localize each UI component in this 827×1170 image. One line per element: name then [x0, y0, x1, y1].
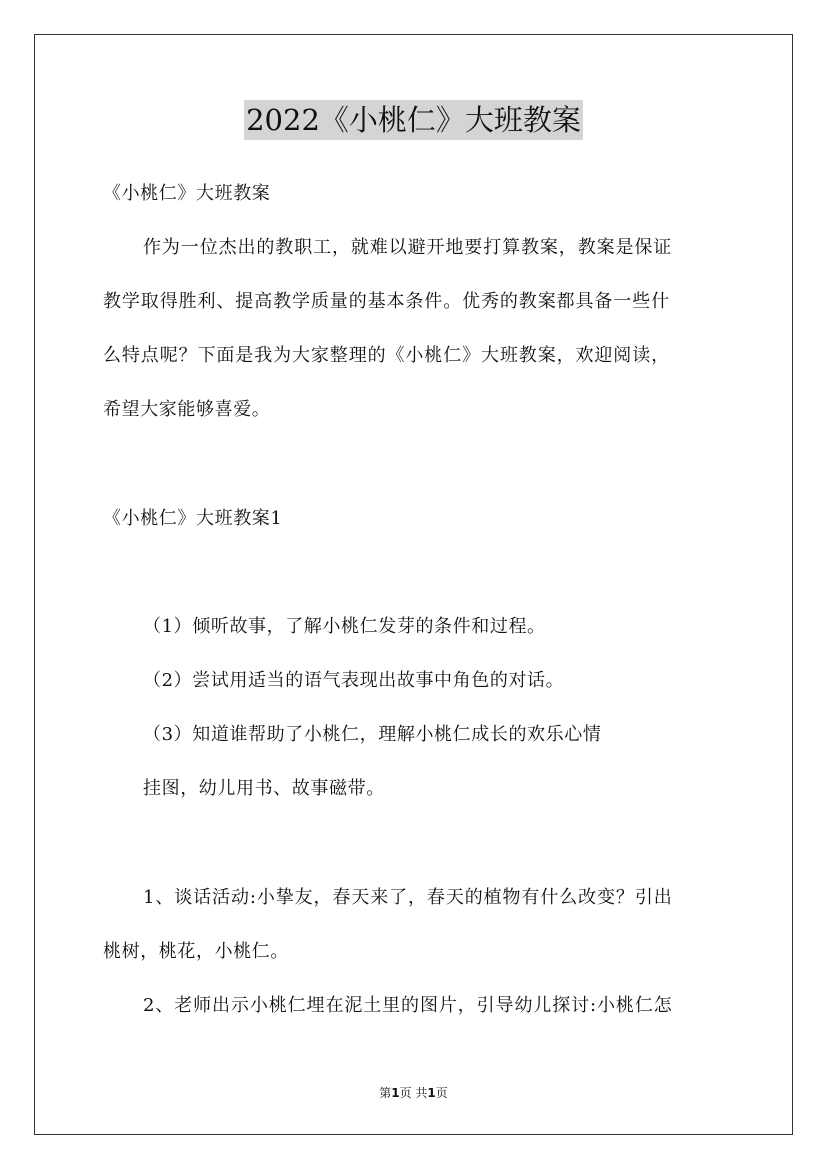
goal-item-2: （2）尝试用适当的语气表现出故事中角色的对话。: [143, 670, 565, 691]
footer-page-current: 1: [391, 1086, 400, 1100]
goal-item-1: （1）倾听故事，了解小桃仁发芽的条件和过程。: [143, 616, 546, 637]
goal-item-3: （3）知道谁帮助了小桃仁，理解小桃仁成长的欢乐心情: [143, 724, 602, 745]
document-title: 2022《小桃仁》大班教案: [244, 100, 583, 140]
section-heading: 《小桃仁》大班教案1: [103, 508, 283, 529]
materials-line: 挂图，幼儿用书、故事磁带。: [143, 778, 385, 799]
footer-page-mid: 页 共: [399, 1086, 428, 1100]
footer-page-total: 1: [427, 1086, 436, 1100]
footer-page-prefix: 第: [379, 1086, 392, 1100]
step-line-1: 1、谈话活动:小挚友，春天来了，春天的植物有什么改变？引出: [143, 887, 673, 908]
step-line-3: 2、老师出示小桃仁埋在泥土里的图片，引导幼儿探讨:小桃仁怎: [143, 995, 673, 1016]
footer-page-suffix: 页: [435, 1086, 448, 1100]
intro-line-3: 么特点呢？下面是我为大家整理的《小桃仁》大班教案，欢迎阅读，: [103, 345, 670, 366]
intro-line-2: 教学取得胜利、提高教学质量的基本条件。优秀的教案都具备一些什: [103, 291, 670, 312]
intro-line-4: 希望大家能够喜爱。: [103, 399, 271, 420]
step-line-2: 桃树，桃花，小桃仁。: [103, 941, 289, 962]
document-subtitle: 《小桃仁》大班教案: [103, 183, 271, 204]
title-container: [0, 100, 827, 140]
intro-line-1: 作为一位杰出的教职工，就难以避开地要打算教案，教案是保证: [143, 237, 673, 258]
page-footer: [0, 1085, 827, 1101]
